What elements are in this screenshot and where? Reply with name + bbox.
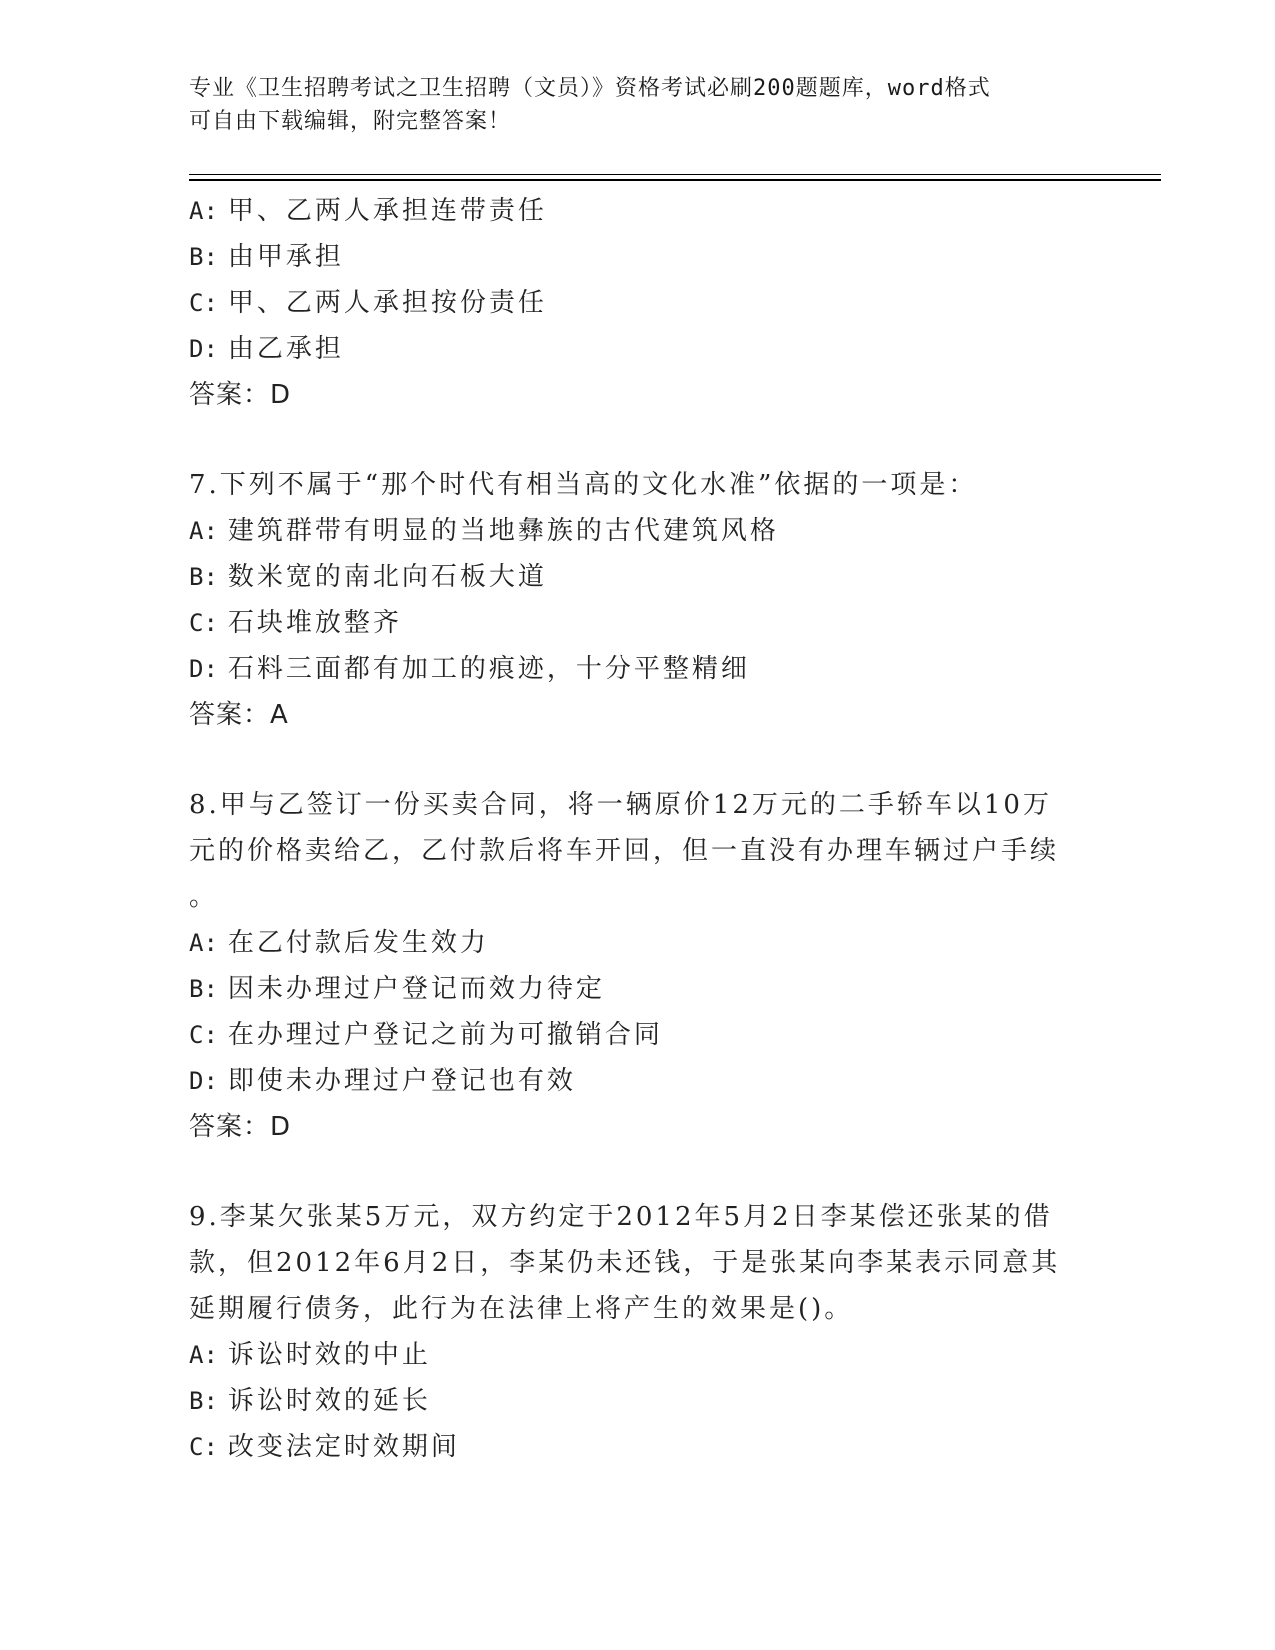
option-text: 数米宽的南北向石板大道 [227, 562, 547, 592]
option-a [189, 508, 1089, 554]
option-a [189, 1332, 1089, 1378]
option-d [189, 646, 1089, 692]
option-text: 甲、乙两人承担连带责任 [227, 196, 547, 226]
option-c [189, 280, 1089, 326]
question-7 [189, 462, 1089, 738]
document-header [189, 72, 1089, 138]
option-text: 诉讼时效的延长 [227, 1386, 431, 1416]
option-letter: B: [189, 975, 218, 1003]
question-stem: 。 [189, 882, 219, 912]
option-c [189, 600, 1089, 646]
option-letter: D: [189, 335, 218, 363]
option-a [189, 920, 1089, 966]
spacer [189, 1150, 1089, 1194]
header-title-line-2: 可自由下载编辑，附完整答案！ [189, 109, 512, 134]
question-stem: 款，但2012年6月2日，李某仍未还钱，于是张某向李某表示同意其 [189, 1248, 1061, 1278]
question-stem: 延期履行债务，此行为在法律上将产生的效果是()。 [189, 1294, 854, 1324]
option-c [189, 1424, 1089, 1470]
option-text: 在办理过户登记之前为可撤销合同 [227, 1020, 663, 1050]
header-divider-thin [189, 174, 1161, 175]
option-b [189, 966, 1089, 1012]
option-letter: A: [189, 197, 218, 225]
option-letter: A: [189, 1341, 218, 1369]
option-text: 改变法定时效期间 [227, 1432, 460, 1462]
option-text: 在乙付款后发生效力 [227, 928, 489, 958]
option-letter: A: [189, 929, 218, 957]
option-c [189, 1012, 1089, 1058]
header-divider-thick [189, 179, 1161, 181]
option-letter: B: [189, 243, 218, 271]
answer-line: 答案：D [189, 380, 292, 410]
option-b [189, 1378, 1089, 1424]
answer-line: 答案：A [189, 700, 289, 730]
option-a [189, 188, 1089, 234]
option-text: 由乙承担 [227, 334, 344, 364]
option-letter: B: [189, 1387, 218, 1415]
option-b [189, 234, 1089, 280]
header-title-line-1: 专业《卫生招聘考试之卫生招聘（文员）》资格考试必刷200题题库，word格式 [189, 76, 991, 101]
question-stem: 9.李某欠张某5万元，双方约定于2012年5月2日李某偿还张某的借 [189, 1202, 1053, 1232]
option-text: 诉讼时效的中止 [227, 1340, 431, 1370]
option-letter: C: [189, 609, 218, 637]
option-text: 甲、乙两人承担按份责任 [227, 288, 547, 318]
question-8 [189, 782, 1089, 1150]
option-letter: B: [189, 563, 218, 591]
option-letter: D: [189, 1067, 218, 1095]
option-letter: C: [189, 1021, 218, 1049]
question-list [189, 188, 1089, 1470]
option-text: 石料三面都有加工的痕迹，十分平整精细 [227, 654, 750, 684]
option-letter: A: [189, 517, 218, 545]
option-text: 石块堆放整齐 [227, 608, 402, 638]
question-stem: 7.下列不属于“那个时代有相当高的文化水准”依据的一项是： [189, 470, 978, 500]
spacer [189, 418, 1089, 462]
option-text: 建筑群带有明显的当地彝族的古代建筑风格 [227, 516, 779, 546]
option-text: 因未办理过户登记而效力待定 [227, 974, 605, 1004]
option-text: 即使未办理过户登记也有效 [227, 1066, 576, 1096]
option-text: 由甲承担 [227, 242, 344, 272]
option-letter: C: [189, 1433, 218, 1461]
question-6 [189, 188, 1089, 418]
answer-line: 答案：D [189, 1112, 292, 1142]
question-9 [189, 1194, 1089, 1470]
question-stem: 8.甲与乙签订一份买卖合同，将一辆原价12万元的二手轿车以10万 [189, 790, 1052, 820]
spacer [189, 738, 1089, 782]
option-letter: C: [189, 289, 218, 317]
option-d [189, 326, 1089, 372]
option-d [189, 1058, 1089, 1104]
option-letter: D: [189, 655, 218, 683]
option-b [189, 554, 1089, 600]
question-stem: 元的价格卖给乙，乙付款后将车开回，但一直没有办理车辆过户手续 [189, 836, 1060, 866]
